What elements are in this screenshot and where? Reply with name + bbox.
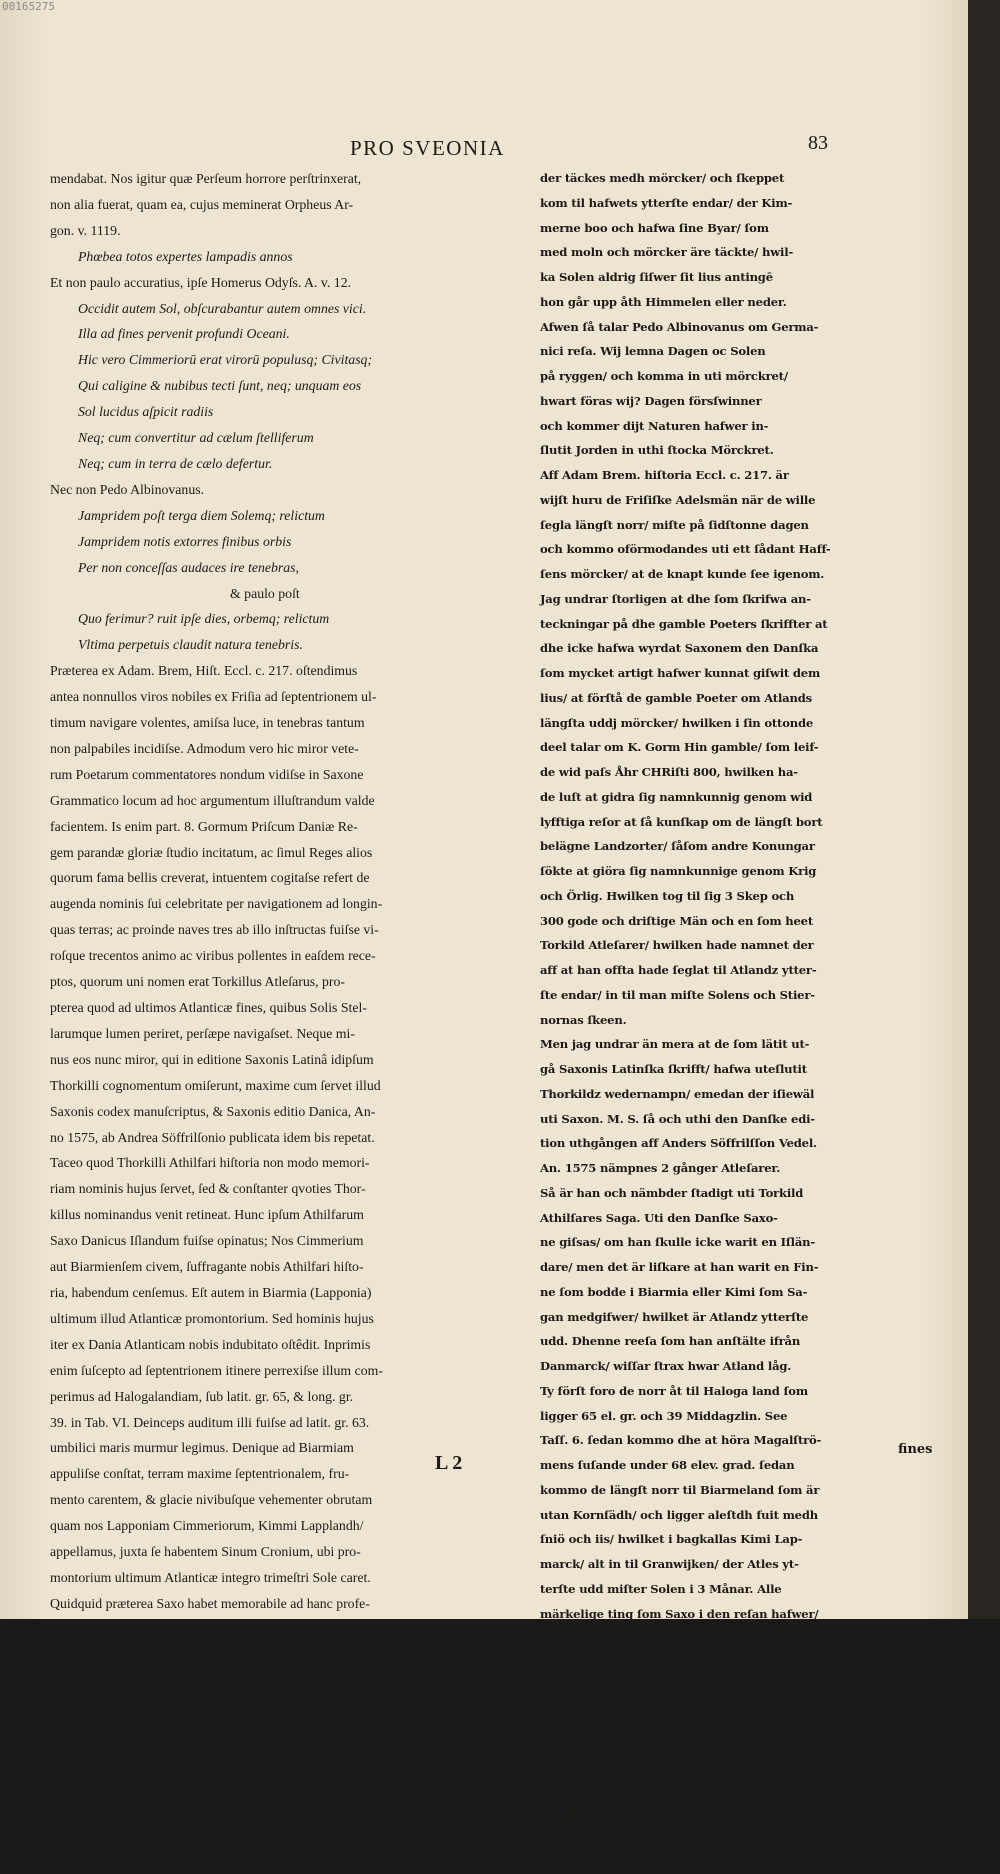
latin-line: appuliſse conſtat, terram maxime ſeptentrionalem, fru- — [50, 1466, 350, 1482]
latin-line: mento carentem, & glacie nivibuſque vehementer obrutam — [50, 1492, 373, 1508]
swedish-line: lyfftiga reſor at ſå kunſkap om de längſt bort — [540, 814, 823, 829]
swedish-line: deel talar om K. Gorm Hin gamble/ ſom leif- — [540, 740, 819, 755]
latin-line: nus eos nunc miror, qui in editione Saxonis Latinâ idipſum — [50, 1051, 374, 1067]
swedish-line: ligger 65 el. gr. och 39 Middagzlin. See — [540, 1408, 788, 1423]
swedish-line: Afwen ſå talar Pedo Albinovanus om Germa- — [540, 319, 819, 334]
latin-line: Et non paulo accuratius, ipſe Homerus Odyſs. A. v. 12. — [50, 274, 352, 290]
swedish-line: och kommer dijt Naturen hafwer in- — [540, 418, 769, 433]
latin-line: Jampridem notis extorres finibus orbis — [78, 533, 292, 549]
swedish-line: än dhet ſamma ſom Grekiſke och Latiniſke — [540, 1656, 810, 1670]
latin-line: gem parandæ gloriæ ſtudio incitatum, ac ſimul Reges alios — [50, 844, 373, 860]
swedish-line: Torkil Athilſare ſoor ånnu en reeſa norr åt/ — [540, 1804, 809, 1819]
swedish-line: ſökte at giöra ſig namnkunnige genom Krig — [540, 864, 817, 878]
swedish-line: ne giſsas/ om han ſkulle icke warit en Iſlän- — [540, 1235, 816, 1250]
swedish-line: med moln och mörcker äre täckte/ hwil- — [540, 245, 794, 260]
swedish-line: der täckes medh mörcker/ och ſkeppet — [540, 171, 785, 185]
latin-line: Præterea ex Adam. Brem, Hiſt. Eccl. c. 217. oſtendimus — [50, 663, 358, 679]
swedish-line: kom til hafwets ytterſte endar/ der Kim- — [540, 195, 793, 210]
swedish-line: mens ſuſande under 68 elev. grad. ſedan — [540, 1458, 795, 1472]
latin-line: non palpabiles incidiſse. Admodum vero hic miror vete- — [50, 740, 359, 756]
swedish-line: ne ſom bodde i Biarmia eller Kimi ſom Sa- — [540, 1284, 808, 1299]
catchword: fines — [898, 1442, 933, 1457]
swedish-line: merne boo och hafwa ſine Byar/ ſom — [540, 220, 769, 235]
latin-line: & paulo poſt — [230, 585, 300, 601]
latin-line: Quo ferimur? ruit ipſe dies, orbemq; relictum — [78, 611, 330, 627]
latin-line: rum Poetarum commentatores nondum vidiſse in Saxone — [50, 766, 364, 782]
running-head: PRO SVEONIA — [350, 136, 505, 160]
corner-mark: 00165275 — [2, 0, 55, 13]
latin-line: no 1575, ab Andrea Söffrilſonio publicata idem bis repetat. — [50, 1129, 375, 1145]
latin-line: enim ſuſcepto ad ſeptentrionem itinere perrexiſse illum com- — [50, 1362, 383, 1378]
swedish-line: aff at han offta hade ſeglat til Atlandz ytter- — [540, 963, 817, 977]
latin-line: perimus ad Halogalandiam, ſub latit. gr. 65, & long. gr. — [50, 1388, 354, 1404]
swedish-line: Poeterne ſkrifwa om wår ytterſte werldenes — [540, 1680, 814, 1695]
latin-line: ptos, quorum uni nomen erat Torkillus Atleſarus, pro- — [50, 974, 345, 990]
latin-line: Taceo quod Thorkilli Athilfari hiſtoria non modo memori- — [50, 1155, 370, 1171]
latin-line: aut Biarmienſem civem, ſuffragante nobis Athilfari hiſto- — [50, 1259, 364, 1275]
swedish-line: An. 1575 nämpnes 2 gånger Atleſarer. — [540, 1161, 781, 1175]
swedish-line: udd. Dhenne reeſa ſom han anſtälte ifrån — [540, 1334, 801, 1349]
latin-line: non alia fuerat, quam ea, cujus meminerat Orpheus Ar- — [50, 196, 354, 212]
swedish-line: ibland de båſte och ädlaſte ſom i Saxone äro. — [540, 1730, 823, 1745]
swedish-line: utan hade ett ſtadigt mörcker. Såledcs är — [540, 1854, 800, 1868]
latin-line: augenda nominis ſui celebritate per navigationem ad longin- — [50, 896, 383, 912]
page-number: 83 — [808, 132, 828, 154]
latin-line: Nec non Pedo Albinovanus. — [50, 481, 205, 497]
latin-line: ria, habendum cenſemus. Eſt autem in Biarmia (Lapponia) — [50, 1284, 372, 1300]
swedish-line: Thorkildz wedernampn/ emedan der iſiewäl — [540, 1086, 815, 1101]
swedish-line: dare/ men det är liſkare at han warit en Fin- — [540, 1260, 819, 1274]
latin-line: Thorkilli cognomentum omiſerunt, maxime cum ſervet illud — [50, 1077, 381, 1093]
swedish-line: Ty förſt foro de norr åt til Haloga land ſom — [540, 1383, 808, 1398]
latin-line: Vltima perpetuis claudit natura tenebris. — [78, 637, 303, 653]
swedish-line: wijſt huru de Friſiſke Adelsmän när de wille — [540, 492, 816, 507]
swedish-line: gan medgifwer/ hwilket är Atlandz ytterſte — [540, 1309, 809, 1324]
latin-line: Neq; cum convertitur ad cælum ſtelliferum — [78, 430, 314, 446]
latin-line: quam nos Lapponiam Cimmeriorum, Kimmi Lapplandh/ — [50, 1518, 364, 1534]
latin-line: mendabat. Nos igitur quæ Perſeum horrore perſtrinxerat, — [50, 171, 362, 186]
swedish-line: Danmarck/ wiſſar ſtrax hwar Atland låg. — [540, 1359, 792, 1373]
swedish-line: ſlutit Jorden in uthi ſtocka Mörckret. — [540, 443, 774, 458]
latin-line: Qui caligine & nubibus tecti ſunt, neq; unquam eos — [78, 378, 362, 394]
latin-line: Saxonis codex manuſcriptus, & Saxonis editio Danica, An- — [50, 1103, 376, 1119]
swedish-line: ſom mycket artigt hafwer kunnat giſwit dem — [540, 666, 821, 680]
latin-line: 39. in Tab. VI. Deinceps auditum illi fuiſse ad latit. gr. 63. — [50, 1414, 370, 1430]
swedish-line: ka Solen aldrig ſiſwer ſit lius antingē — [540, 270, 773, 284]
latin-line: riam nominis hujus ſervet, ſed & conſtanter qvoties Thor- — [50, 1181, 366, 1197]
swedish-line: Så är han och nämbder ſtadigt uti Torkild — [540, 1185, 804, 1200]
swedish-line: marck/ alt in til Granwijken/ der Atles yt- — [540, 1557, 799, 1571]
swedish-line: nornas ſkeen. — [540, 1012, 627, 1027]
latin-line: Neq; cum in terra de cælo defertur. — [78, 455, 273, 471]
latin-line: quorum fama bellis creverat, intuentem cogitaſse refert de — [50, 870, 370, 886]
swedish-line: de wid paſs Åhr CHRiſti 800, hwilken ha- — [540, 765, 798, 779]
swedish-line: Men jag undrar än mera at de ſom lätit ut- — [540, 1037, 810, 1052]
swedish-line: Torkild Atleſarer/ hwilken hade namnet der — [540, 938, 814, 953]
latin-line: ctionem pertinens, id omne ad ultimos ſeptentrionis noſtri — [50, 1621, 368, 1637]
swedish-line: lius/ at förſtå de gamble Poeter om Atlands — [540, 690, 812, 705]
swedish-line: Jag undrar ſtorligen at dhe ſom ſkrifwa an- — [540, 591, 811, 606]
latin-line: Occidit autem Sol, obſcurabantur autem omnes vici. — [78, 300, 367, 316]
swedish-line: Taſſ. 6. ſedan kommo dhe at höra Magalſtrö- — [540, 1433, 822, 1448]
latin-line: timum navigare volentes, amiſsa luce, in tenebras tantum — [50, 715, 365, 731]
swedish-line: hwart föras wij? Dagen försſwinner — [540, 393, 762, 408]
latin-line: killus nominandus venit retineat. Hunc ipſum Athilfarum — [50, 1207, 364, 1223]
latin-line: ultimum illud Atlanticæ promontorium. Sed hominis hujus — [50, 1310, 374, 1326]
latin-line: antea nonnullos viros nobiles ex Friſia ad ſeptentrionem ul- — [50, 689, 377, 705]
swedish-line: ſens mörcker/ at de knapt kunde ſee igenom. — [540, 567, 825, 581]
swedish-line: märkelige ting ſom Saxo i den reſan hafwer/ — [540, 1606, 819, 1621]
swedish-line: ſniö och iis/ hwilket i bagkallas Kimi Lap- — [540, 1532, 803, 1547]
latin-line: Jampridem poſt terga diem Solemq; relictum — [78, 507, 325, 523]
swedish-line: Athilſares Saga. Uti den Danſke Saxo- — [540, 1210, 778, 1225]
swedish-line: hon går upp åth Himmelen eller neder. — [540, 294, 787, 309]
latin-line: Quidquid præterea Saxo habet memorabile ad hanc profe- — [50, 1595, 370, 1611]
swedish-line: längſta uddj mörcker/ hwilken i ſin ottonde — [540, 715, 814, 730]
latin-line: appellamus, juxta ſe habentem Sinum Cronium, ubi pro- — [50, 1544, 361, 1560]
swedish-line: och Örlig. Hwilken tog til ſig 3 Skep och — [540, 888, 795, 903]
latin-line: iter ex Dania Atlanticam nobis indubitato oſtêdit. Inprimis — [50, 1336, 371, 1352]
swedish-line: terſte udd miſter Solen i 3 Månar. Alle — [540, 1581, 782, 1596]
swedish-line: Aff Adam Brem. hiſtoria Eccl. c. 217. är — [540, 468, 789, 482]
swedish-line: tion uthgången aff Anders Söffrilſſon Vedel. — [540, 1136, 817, 1151]
swedish-line: nici reſa. Wij lemna Dagen oc Solen — [540, 344, 766, 359]
swedish-line: 300 gode och driſtige Män och en ſom heet — [540, 913, 814, 928]
latin-line: facientem. Is enim part. 8. Gormum Priſcum Daniæ Re- — [50, 818, 358, 834]
latin-line: Phœbea totos expertes lampadis annos — [78, 248, 293, 264]
latin-line: umbilici maris murmur legimus. Denique ad Biarmiam — [50, 1440, 354, 1456]
swedish-line: och kommo oförmodandes uti ett ſådant Haff- — [540, 542, 831, 557]
latin-line: gon. v. 1119. — [50, 222, 121, 238]
signature-mark: L 2 — [435, 1452, 463, 1474]
swedish-column — [540, 166, 938, 1868]
swedish-line: gå Saxonis Latinſka ſkrifft/ hafwa uteſlutit — [540, 1062, 807, 1076]
latin-line: montorium ultimum Atlanticæ integro trimeſtri Sole caret. — [50, 1569, 371, 1585]
latin-line: Per non conceſſas audaces ire tenebras, — [78, 559, 299, 575]
swedish-line: uti Saxon. M. S. ſå och uthi den Danſke edi- — [540, 1111, 815, 1126]
swedish-line: de luſt at gidra ſig namnkunnig genom wid — [540, 789, 813, 804]
latin-line: quas terras; ac proinde naves tres ab illo inſtructas fuiſse vi- — [50, 922, 379, 938]
swedish-line: belägne Landzorter/ ſåſom andre Konungar — [540, 839, 815, 854]
swedish-line: teckningar på dhe gamble Poeters ſkriffter at — [540, 616, 828, 631]
swedish-line: kommo de längſt norr til Biarmeland ſom är — [540, 1482, 820, 1497]
latin-line: Saxo Danicus Iſlandum fuiſse opinatus; Nos Cimmerium — [50, 1233, 364, 1249]
swedish-line: ſte endar/ in til man miſte Solens och Stier- — [540, 987, 815, 1002]
swedish-line: der hwarken Solen eller Stiernorna ſkijnte/ — [540, 1829, 812, 1844]
book-spine — [968, 0, 1000, 1619]
swedish-line: Saxo förmäler än wiſſare ſedan K. Gorm kom — [540, 1755, 823, 1769]
latin-line: roſque trecentos animo ac viribus pollentes in eaſdem rece- — [50, 948, 376, 964]
swedish-line: utan Kornſädh/ och ligger aleſtdh fuit medh — [540, 1507, 818, 1522]
swedish-line: ſkal längre fram wiſſas inneeannat wara/ — [540, 1631, 797, 1646]
swedish-line: på ryggen/ och komma in uti mörckret/ — [540, 369, 788, 383]
latin-line: Grammatico locum ad hoc argumentum illuſtrandum valde — [50, 792, 375, 808]
latin-line: pterea quod ad ultimos Atlanticæ fines, quibus Solis Stel- — [50, 1000, 367, 1015]
swedish-line: dhe icke hafwa wyrdat Saxonem den Danſka — [540, 641, 819, 656]
swedish-line: ſegla längſt norr/ miſte på ſidſtonne dagen — [540, 517, 809, 532]
latin-line: Hic vero Cimmeriorū erat virorū populusq; Civitasq; — [78, 352, 373, 368]
swedish-line: ända. Och räknar jag detta rummet för ett — [540, 1705, 808, 1720]
latin-line: Sol lucidus aſpicit radiis — [78, 404, 214, 420]
latin-line: larumque lumen periret, perſæpe navigaſset. Neque mi- — [50, 1025, 355, 1041]
swedish-line: heem med Torkil Atliſare til Danmarck/ at — [540, 1779, 805, 1794]
latin-line: Illa ad fines pervenit profundi Oceani. — [78, 326, 290, 342]
